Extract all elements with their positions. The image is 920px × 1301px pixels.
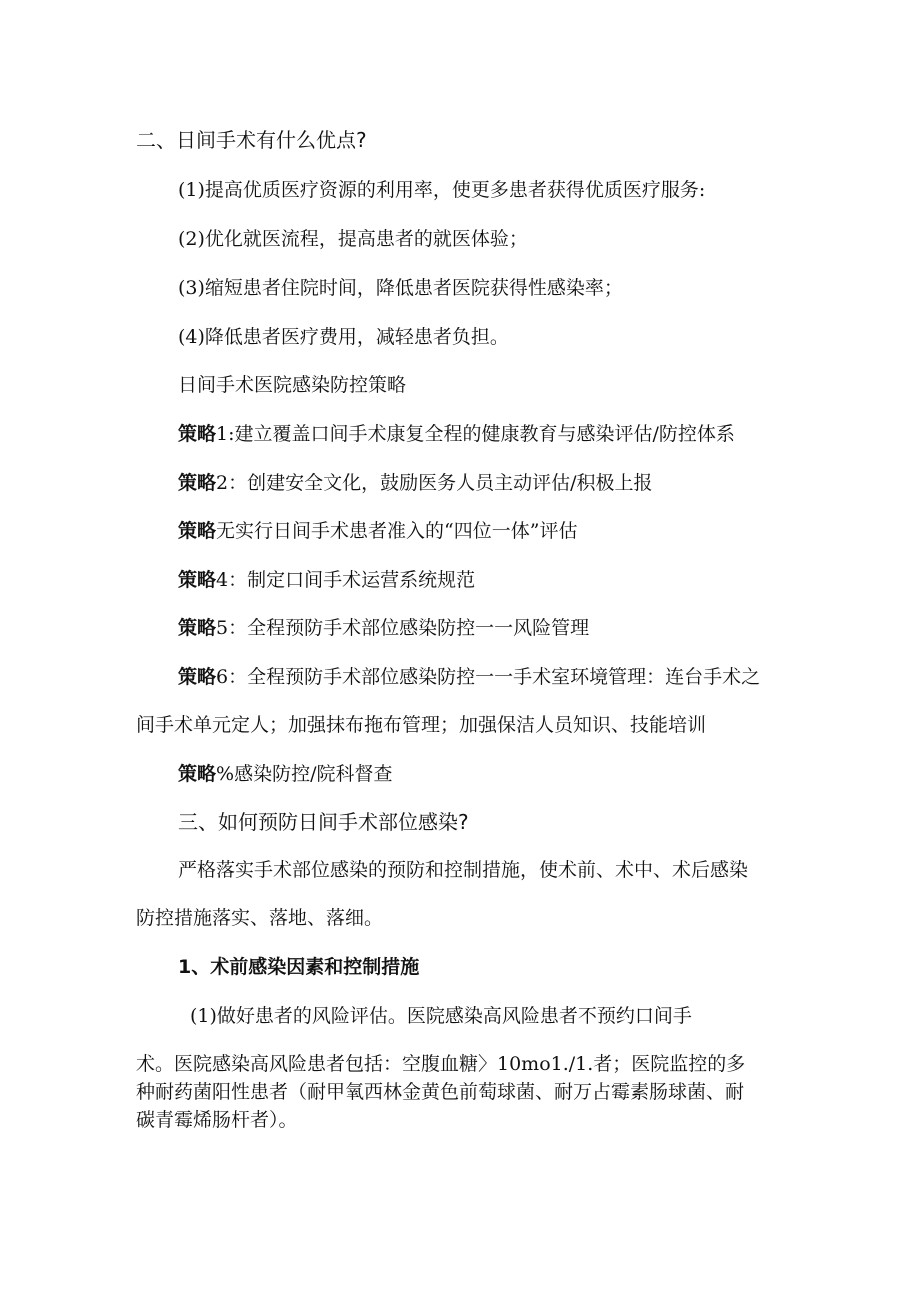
strategy-6 [178,664,760,690]
strategy-text: 4：制定口间手术运营系统规范 [216,569,476,591]
section-2-heading: 二、日间手术有什么优点? [136,128,367,152]
strategy-4 [178,567,475,593]
strategy-label: 策略 [178,520,217,542]
strategy-text: 6：全程预防手术部位感染防控一一手术室环境管理：连台手术之 [216,666,761,688]
strategy-text: 1:建立覆盖口间手术康复全程的健康教育与感染评估/防控体系 [216,423,735,445]
strategy-text: 2：创建安全文化，鼓励医务人员主动评估/积极上报 [216,472,653,494]
strategy-3 [178,518,577,544]
advantage-item-2: (2)优化就医流程，提高患者的就医体验； [178,228,528,250]
strategy-text: 5：全程预防手术部位感染防控一一风险管理 [216,617,590,639]
strategy-label: 策略 [178,666,217,688]
preoperative-subheading: 1、术前感染因素和控制措施 [178,956,420,978]
section-3-intro-line-2: 防控措施落实、落地、落细。 [136,907,384,929]
strategy-1 [178,421,735,447]
preoperative-item-1-line-3: 种耐药菌阳性患者（耐甲氧西林金黄色前萄球菌、耐万占霉素肠球菌、耐 [136,1081,745,1103]
advantage-item-4: (4)降低患者医疗费用，减轻患者负担。 [178,326,509,348]
section-3-intro-line-1: 严格落实手术部位感染的预防和控制措施，使术前、术中、术后感染 [178,859,749,881]
strategy-label: 策略 [178,569,217,591]
strategy-5 [178,615,589,641]
advantage-item-1: (1)提高优质医疗资源的利用率，使更多患者获得优质医疗服务: [178,179,706,201]
strategy-2 [178,470,653,496]
preoperative-item-1-line-1: (1)做好患者的风险评估。医院感染高风险患者不预约口间手 [190,1005,692,1027]
preoperative-item-1-line-2: 术。医院感染高风险患者包括：空腹血糖〉10mo1./1.者；医院监控的多 [136,1053,746,1075]
section-3-heading: 三、如何预防日间手术部位感染? [178,810,469,834]
strategy-label: 策略 [178,423,217,445]
strategy-text: 无实行日间手术患者准入的“四位一体”评估 [216,520,578,542]
strategy-section-title: 日间手术医院感染防控策略 [178,374,407,396]
strategy-label: 策略 [178,617,217,639]
advantage-item-3: (3)缩短患者住院时间，降低患者医院获得性感染率； [178,277,623,299]
strategy-text: %感染防控/院科督查 [216,763,393,785]
strategy-6-continuation: 间手术单元定人；加强抹布拖布管理；加强保洁人员知识、技能培训 [136,714,707,736]
strategy-label: 策略 [178,472,217,494]
strategy-label: 策略 [178,763,217,785]
strategy-7 [178,761,392,787]
preoperative-item-1-line-4: 碳青霉烯肠杆者）。 [136,1109,298,1131]
